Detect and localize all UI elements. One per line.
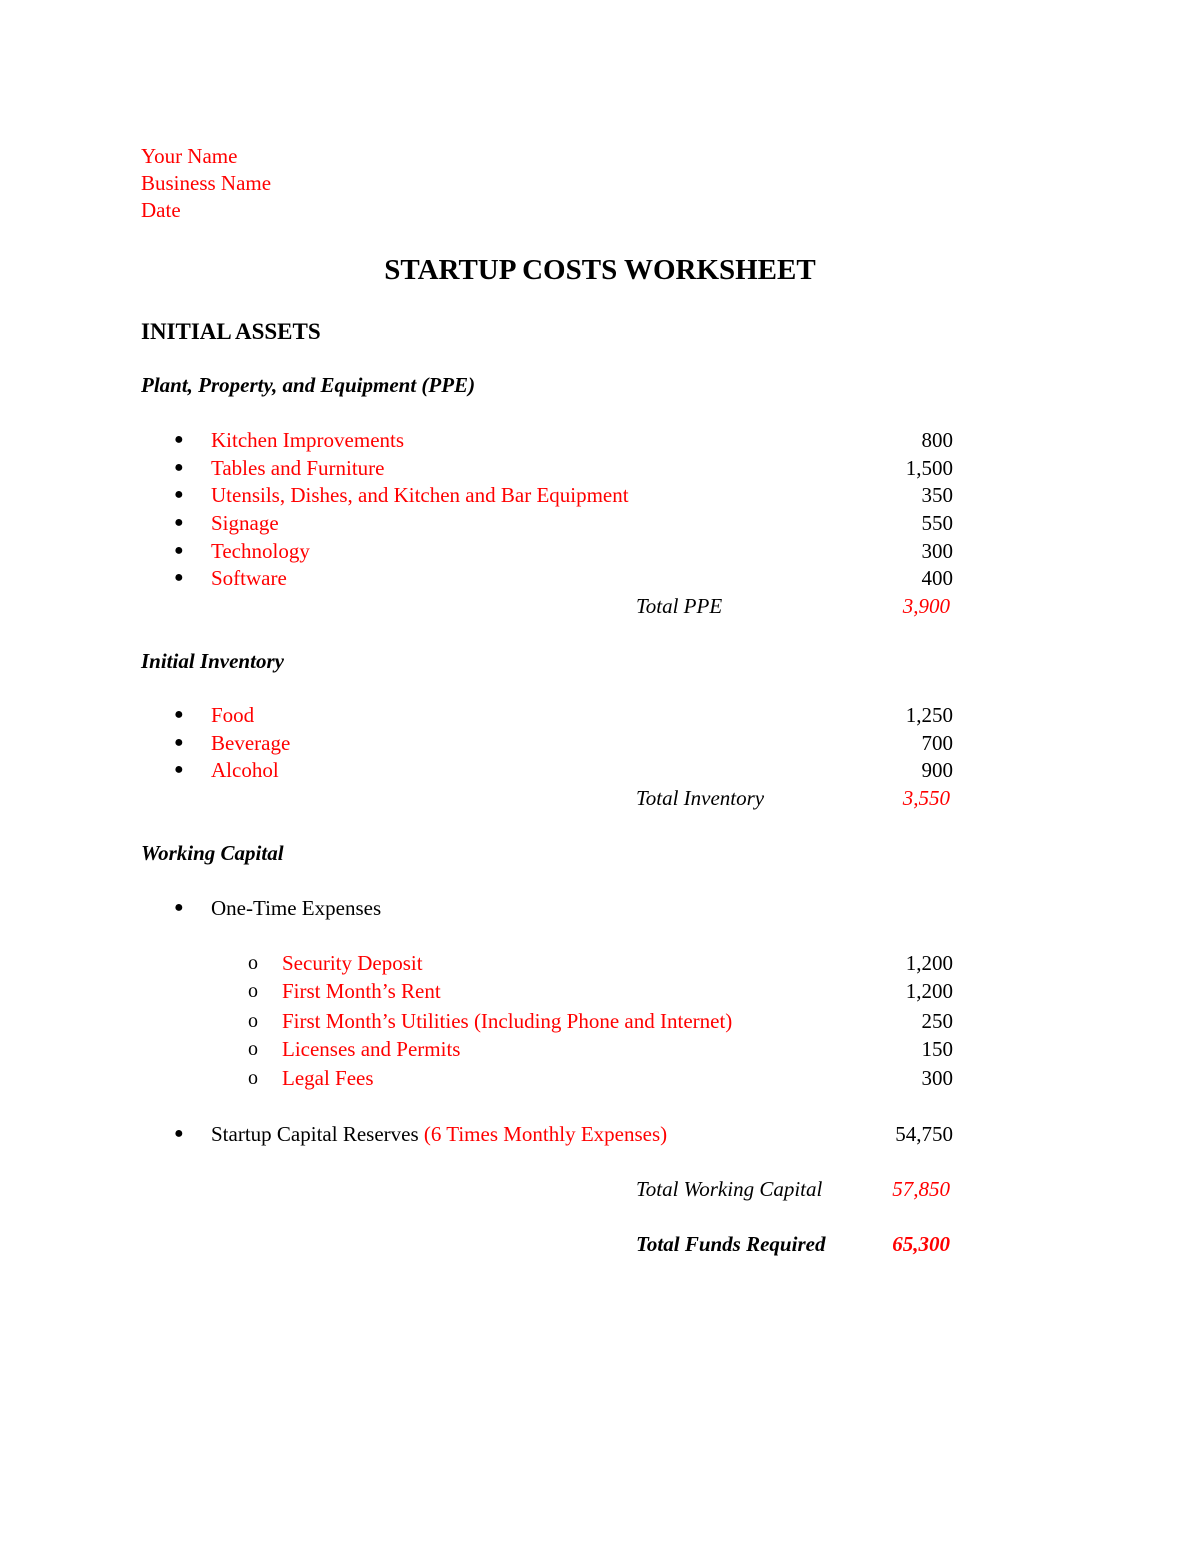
bullet-icon: ● bbox=[174, 761, 184, 778]
bullet-icon: ● bbox=[174, 734, 184, 751]
inventory-heading: Initial Inventory bbox=[141, 649, 284, 673]
expense-item-label: First Month’s Rent bbox=[282, 979, 441, 1003]
circle-bullet-icon: o bbox=[248, 1038, 258, 1060]
ppe-item-value: 400 bbox=[921, 566, 953, 590]
reserves-label: Startup Capital Reserves bbox=[211, 1122, 419, 1146]
reserves-note: (6 Times Monthly Expenses) bbox=[423, 1122, 668, 1146]
working-capital-total-value: 57,850 bbox=[892, 1177, 950, 1201]
inventory-item-label: Food bbox=[211, 703, 255, 727]
ppe-item-value: 350 bbox=[921, 483, 953, 507]
bullet-icon: ● bbox=[174, 459, 184, 476]
grand-total-label: Total Funds Required bbox=[636, 1232, 826, 1256]
author-name: Your Name bbox=[141, 144, 238, 168]
expense-item-label: Security Deposit bbox=[282, 951, 423, 975]
ppe-total-value: 3,900 bbox=[902, 594, 950, 618]
reserves-line bbox=[211, 1124, 667, 1145]
grand-total-value: 65,300 bbox=[892, 1232, 950, 1256]
ppe-item-label: Utensils, Dishes, and Kitchen and Bar Equipment bbox=[211, 483, 629, 507]
ppe-item-value: 300 bbox=[921, 539, 953, 563]
bullet-icon: ● bbox=[174, 706, 184, 723]
working-capital-heading: Working Capital bbox=[141, 841, 284, 865]
expense-item-value: 150 bbox=[921, 1037, 953, 1061]
inventory-item-value: 1,250 bbox=[905, 703, 953, 727]
ppe-heading: Plant, Property, and Equipment (PPE) bbox=[141, 373, 476, 397]
inventory-item-label: Alcohol bbox=[211, 758, 279, 782]
working-capital-total-label: Total Working Capital bbox=[636, 1177, 823, 1201]
ppe-item-label: Kitchen Improvements bbox=[211, 428, 405, 452]
expense-item-label: First Month’s Utilities (Including Phone and Internet) bbox=[282, 1009, 733, 1033]
ppe-item-label: Technology bbox=[211, 539, 310, 563]
inventory-total-value: 3,550 bbox=[902, 786, 950, 810]
circle-bullet-icon: o bbox=[248, 952, 258, 974]
bullet-icon: ● bbox=[174, 486, 184, 503]
inventory-item-value: 900 bbox=[921, 758, 953, 782]
inventory-total-label: Total Inventory bbox=[636, 786, 765, 810]
expense-item-value: 250 bbox=[921, 1009, 953, 1033]
section-heading-initial-assets: INITIAL ASSETS bbox=[141, 319, 321, 344]
bullet-icon: ● bbox=[174, 542, 184, 559]
ppe-item-label: Tables and Furniture bbox=[211, 456, 385, 480]
ppe-item-value: 550 bbox=[921, 511, 953, 535]
bullet-icon: ● bbox=[174, 569, 184, 586]
reserves-value: 54,750 bbox=[895, 1122, 953, 1146]
business-name: Business Name bbox=[141, 171, 272, 195]
ppe-item-label: Signage bbox=[211, 511, 279, 535]
expense-item-value: 300 bbox=[921, 1066, 953, 1090]
ppe-item-label: Software bbox=[211, 566, 287, 590]
bullet-icon: ● bbox=[174, 1125, 184, 1142]
circle-bullet-icon: o bbox=[248, 1067, 258, 1089]
expense-item-label: Licenses and Permits bbox=[282, 1037, 461, 1061]
document-date: Date bbox=[141, 198, 181, 222]
ppe-total-label: Total PPE bbox=[636, 594, 723, 618]
ppe-item-value: 800 bbox=[921, 428, 953, 452]
circle-bullet-icon: o bbox=[248, 1010, 258, 1032]
bullet-icon: ● bbox=[174, 431, 184, 448]
circle-bullet-icon: o bbox=[248, 980, 258, 1002]
expense-item-label: Legal Fees bbox=[282, 1066, 374, 1090]
inventory-item-label: Beverage bbox=[211, 731, 291, 755]
inventory-item-value: 700 bbox=[921, 731, 953, 755]
bullet-icon: ● bbox=[174, 514, 184, 531]
ppe-item-value: 1,500 bbox=[905, 456, 953, 480]
expense-item-value: 1,200 bbox=[905, 951, 953, 975]
one-time-expenses-label: One-Time Expenses bbox=[211, 896, 382, 920]
expense-item-value: 1,200 bbox=[905, 979, 953, 1003]
bullet-icon: ● bbox=[174, 899, 184, 916]
page-title: STARTUP COSTS WORKSHEET bbox=[384, 254, 816, 286]
